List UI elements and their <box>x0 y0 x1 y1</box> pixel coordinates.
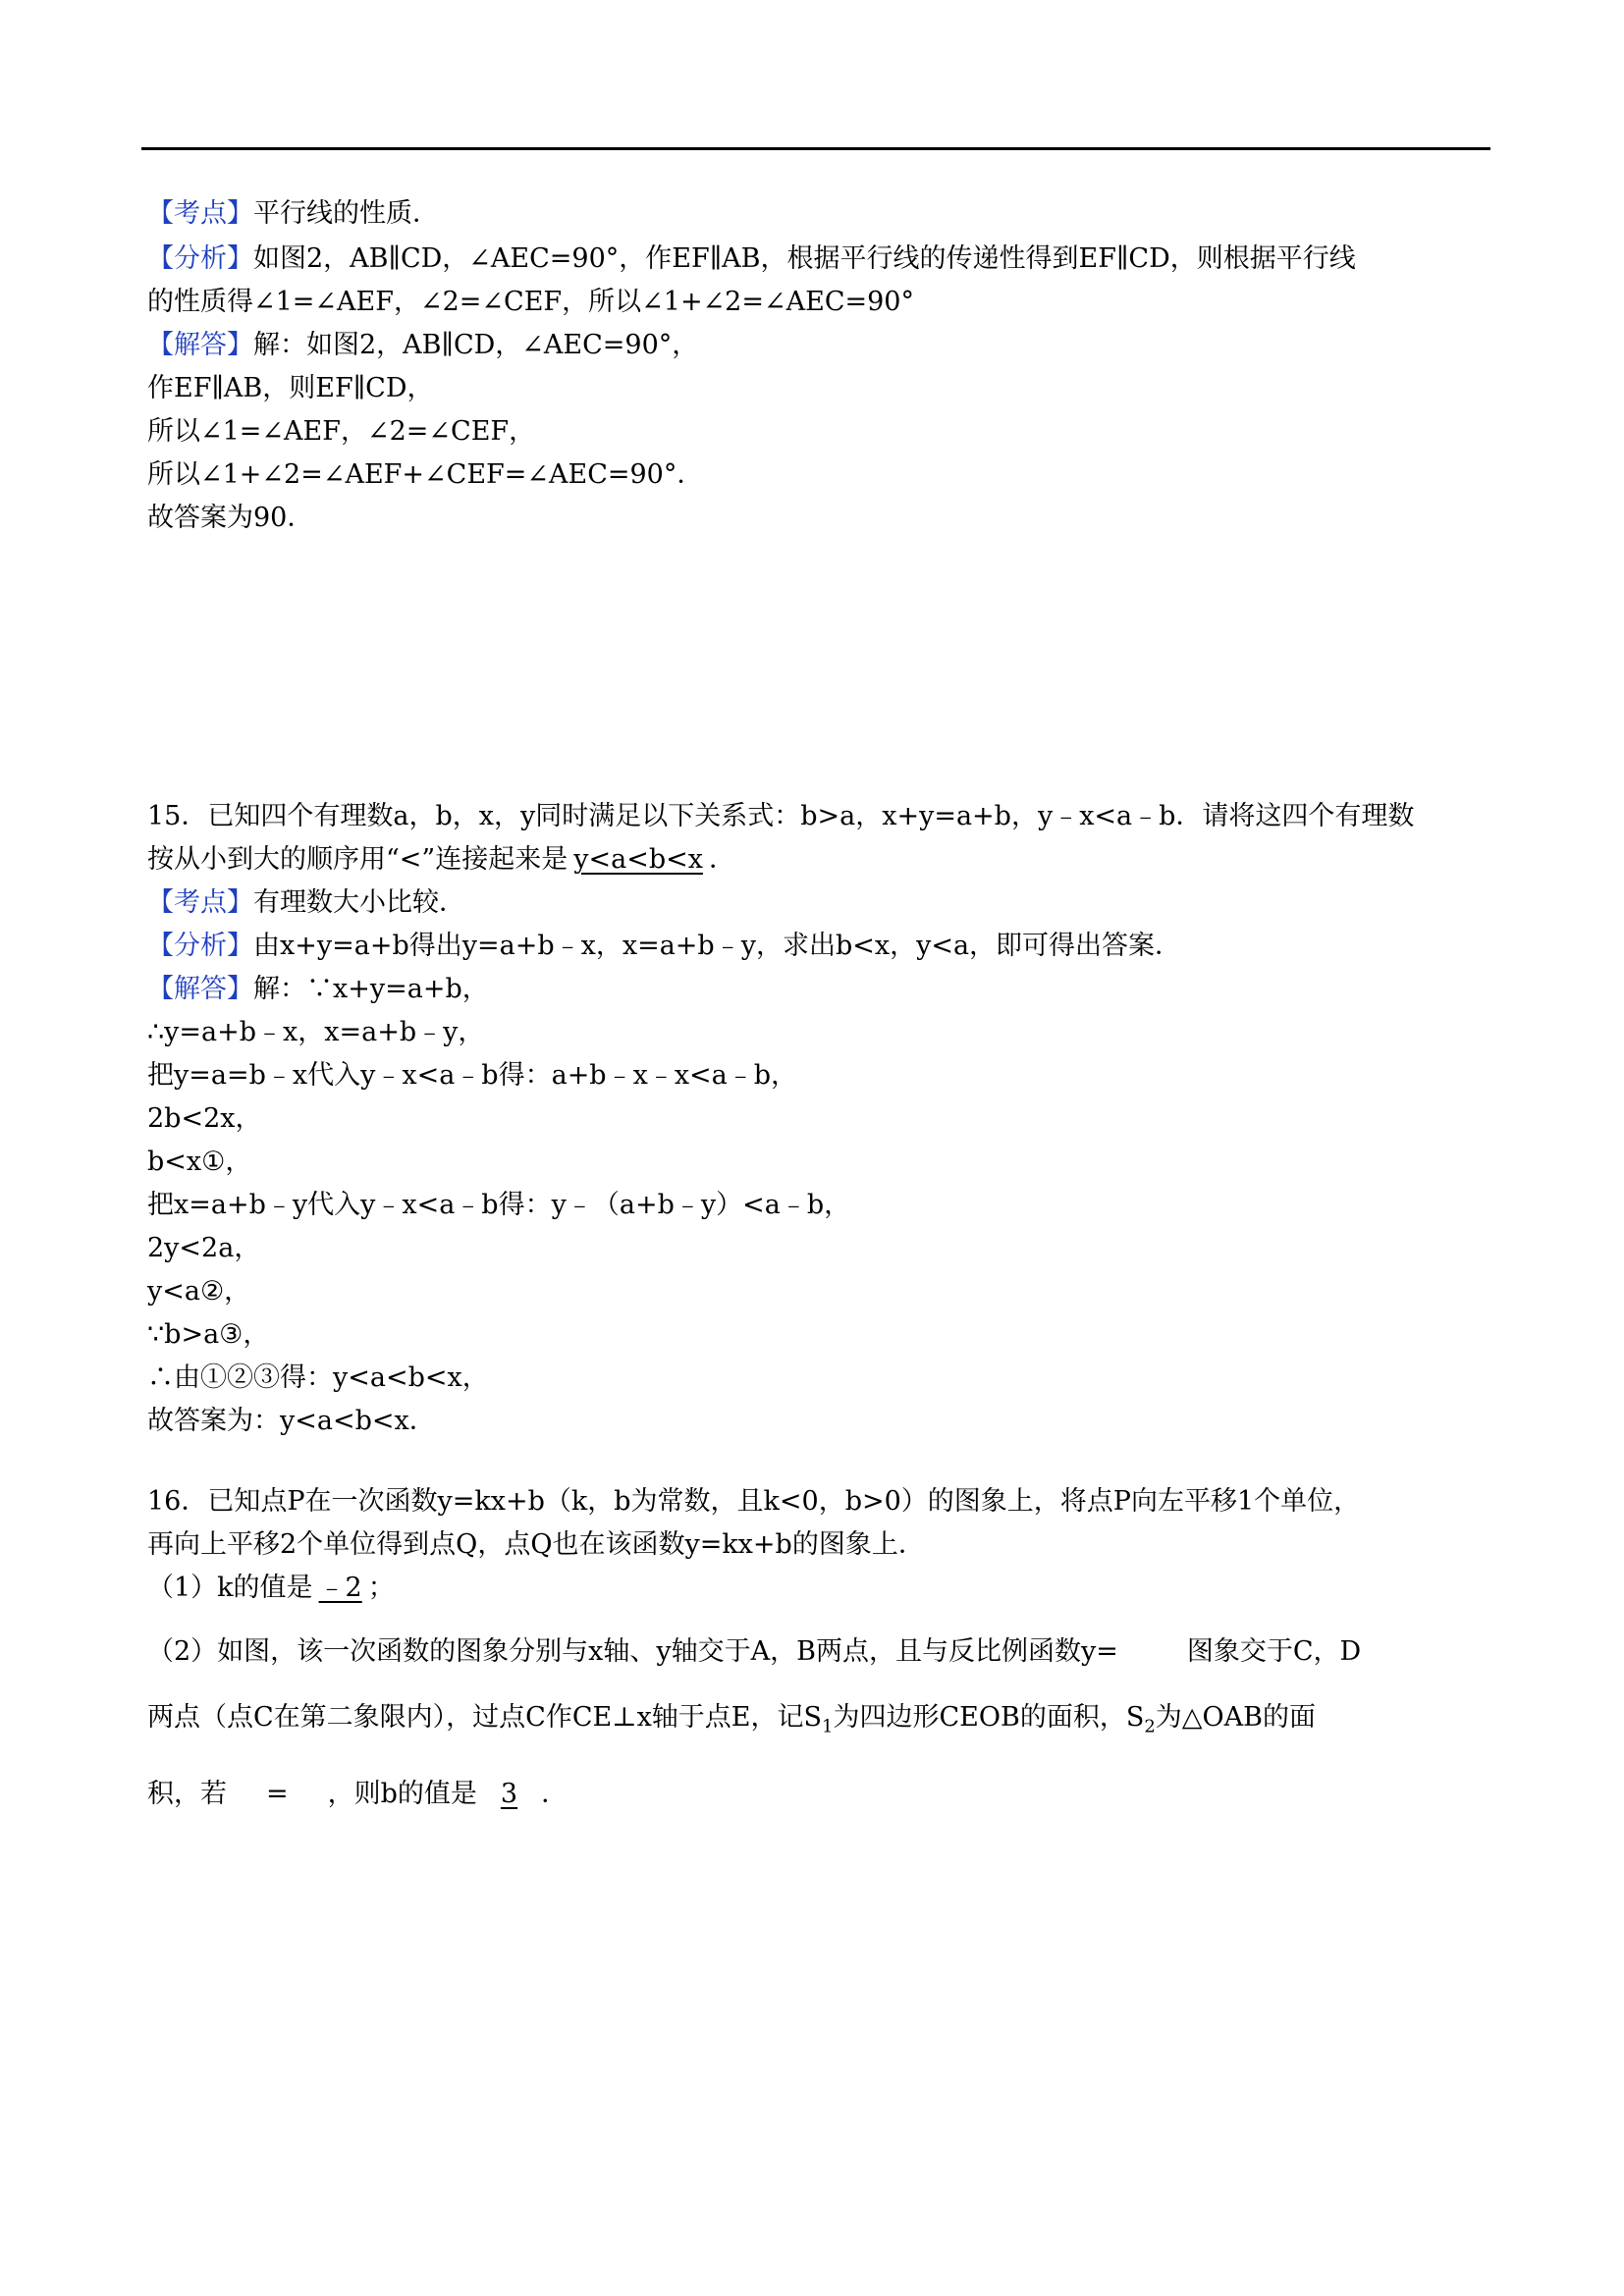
q16-part2-text-b: 图象交于C，D <box>1186 1636 1362 1667</box>
q16-part2-line-1 <box>147 1634 1361 1670</box>
q16-part2-text-e: 为△OAB的面 <box>1155 1702 1317 1733</box>
q15-kaodian-line <box>147 885 465 921</box>
q14-kaodian-text: 平行线的性质． <box>253 198 439 229</box>
q15-step: ∵b>a③， <box>147 1319 270 1350</box>
q15-step: 把y=a=b﹣x代入y﹣x<a﹣b得：a+b﹣x﹣x<a﹣b， <box>147 1060 798 1091</box>
q16-part2-text-a: （2）如图，该一次函数的图象分别与x轴、y轴交于A，B两点，且与反比例函数y= <box>147 1636 1118 1667</box>
subscript-2: 2 <box>1144 1716 1156 1737</box>
q15-step: 2b<2x， <box>147 1103 262 1134</box>
q15-step: 把x=a+b﹣y代入y﹣x<a﹣b得：y﹣（a+b﹣y）<a﹣b， <box>147 1190 851 1220</box>
q15-step: b<x①， <box>147 1147 252 1177</box>
q14-jieda-text: 解：如图2，AB∥CD，∠AEC=90°， <box>253 330 699 360</box>
q15-kaodian-text: 有理数大小比较． <box>253 887 465 918</box>
q16-part2-answer: 3 <box>500 1779 518 1809</box>
q15-jieda-line <box>147 972 489 1007</box>
q14-step: 作EF∥AB，则EF∥CD， <box>147 373 434 403</box>
q16-part1-answer: ﹣2 <box>318 1573 362 1603</box>
kaodian-tag: 【考点】 <box>147 198 253 229</box>
q14-step: 所以∠1=∠AEF，∠2=∠CEF， <box>147 416 536 447</box>
q16-stem-line-2: 再向上平移2个单位得到点Q，点Q也在该函数y=kx+b的图象上． <box>147 1529 925 1560</box>
q16-part2-text-g: ，则b的值是 <box>327 1779 477 1809</box>
q15-stem-text: 按从小到大的顺序用“<”连接起来是 <box>147 844 568 875</box>
q16-part2-text-d: 为四边形CEOB的面积，S <box>833 1702 1145 1733</box>
q16-stem-line-1: 16．已知点P在一次函数y=kx+b（k，b为常数，且k<0，b>0）的图象上，将点P向左平移1个单位， <box>147 1486 1361 1517</box>
q14-step: 所以∠1+∠2=∠AEF+∠CEF=∠AEC=90°． <box>147 459 704 490</box>
q16-part1-text: （1）k的值是 <box>147 1573 313 1603</box>
q14-jieda-line <box>147 328 698 363</box>
q15-fenxi-text: 由x+y=a+b得出y=a+b﹣x，x=a+b﹣y，求出b<x，y<a，即可得出答案． <box>253 931 1182 961</box>
header-rule <box>141 147 1490 150</box>
q14-fenxi-line-1 <box>147 241 1356 277</box>
q15-stem-line-2 <box>147 842 735 878</box>
fenxi-tag: 【分析】 <box>147 243 253 274</box>
q16-part2-text-c: 两点（点C在第二象限内），过点C作CE⊥x轴于点E，记S <box>147 1702 823 1733</box>
q14-step: 故答案为90． <box>147 503 314 533</box>
q14-fenxi-line-2: 的性质得∠1=∠AEF，∠2=∠CEF，所以∠1+∠2=∠AEC=90° <box>147 287 914 317</box>
jieda-tag: 【解答】 <box>147 330 253 360</box>
q14-fenxi-text-1: 如图2，AB∥CD，∠AEC=90°，作EF∥AB，根据平行线的传递性得到EF∥CD，则根据平行线 <box>253 243 1356 274</box>
q16-part2-line-2 <box>147 1700 1316 1744</box>
q15-stem-line-1: 15．已知四个有理数a，b，x，y同时满足以下关系式：b>a，x+y=a+b，y﹣x<a﹣b．请将这四个有理数 <box>147 801 1415 831</box>
subscript-1: 1 <box>822 1716 834 1737</box>
fenxi-tag: 【分析】 <box>147 931 253 961</box>
q15-answer: y<a<b<x <box>573 844 703 875</box>
q16-part2-end: ． <box>541 1779 568 1809</box>
q15-step: 故答案为：y<a<b<x． <box>147 1406 436 1436</box>
q15-step: ∴由①②③得：y<a<b<x， <box>147 1362 489 1393</box>
q15-step: y<a②， <box>147 1276 251 1307</box>
q15-step: ∴y=a+b﹣x，x=a+b﹣y， <box>147 1017 485 1047</box>
q15-stem-end: ． <box>708 844 735 875</box>
jieda-tag: 【解答】 <box>147 974 253 1004</box>
q15-step: 2y<2a， <box>147 1233 261 1263</box>
q14-kaodian-line <box>147 196 439 232</box>
kaodian-tag: 【考点】 <box>147 887 253 918</box>
q15-fenxi-line <box>147 929 1181 964</box>
q16-part1-end: ； <box>367 1573 395 1603</box>
equals-sign: = <box>266 1779 289 1809</box>
q16-part2-line-3 <box>147 1777 568 1812</box>
q16-part1-line <box>147 1571 395 1606</box>
q16-part2-text-f: 积，若 <box>147 1779 227 1809</box>
q15-jieda-text: 解：∵x+y=a+b， <box>253 974 489 1004</box>
